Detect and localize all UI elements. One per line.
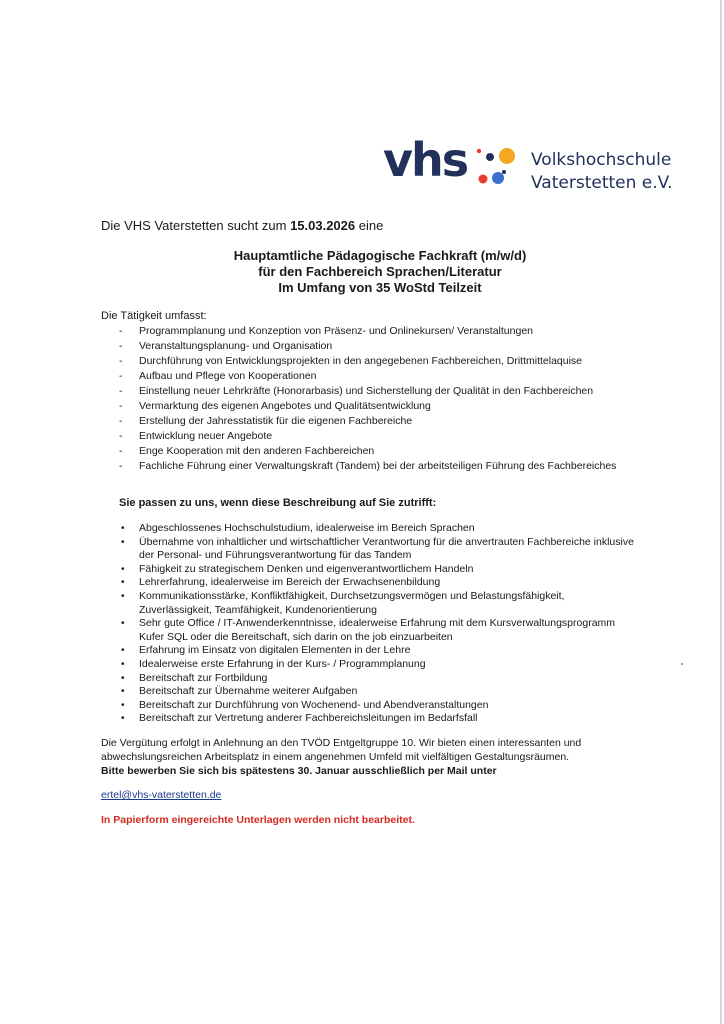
list-item-text: Durchführung von Entwicklungsprojekten in den angegebenen Fachbereichen, Drittmittelaquise — [139, 355, 583, 367]
list-item — [119, 444, 639, 459]
list-item-text: Lehrerfahrung, idealerweise im Bereich der Erwachsenenbildung — [139, 576, 441, 589]
headline-line: Hauptamtliche Pädagogische Fachkraft (m/w/d) — [233, 248, 527, 263]
list-item-text: Sehr gute Office / IT-Anwenderkenntnisse, idealerweise Erfahrung mit dem Kursverwaltungsprogramm Kufer SQL oder die Bereitschaft, sich darin on the job einzuarbeiten — [139, 617, 616, 643]
list-item — [119, 685, 639, 699]
logo-dots-icon — [383, 143, 523, 203]
list-item — [119, 576, 639, 590]
paper-warning: In Papierform eingereichte Unterlagen werden nicht bearbeitet. — [101, 814, 415, 826]
bullet-marker: • — [121, 563, 125, 575]
logo-dot-navy-large — [486, 153, 494, 161]
list-item-text: Abgeschlossenes Hochschulstudium, idealerweise im Bereich Sprachen — [139, 522, 475, 534]
logo-org-line2: Vaterstetten e.V. — [531, 173, 673, 193]
apply-instruction: Bitte bewerben Sie sich bis spätestens 30. Januar ausschließlich per Mail unter — [101, 765, 497, 777]
list-item — [119, 429, 639, 444]
logo-dot-blue — [492, 172, 504, 184]
headline-line: für den Fachbereich Sprachen/Literatur — [258, 264, 502, 279]
logo-org-line1: Volkshochschule — [531, 150, 672, 170]
list-item-text: Veranstaltungsplanung- und Organisation — [139, 340, 333, 352]
list-item-text: Aufbau und Pflege von Kooperationen — [139, 370, 317, 382]
application-email-link[interactable]: ertel@vhs-vaterstetten.de — [101, 789, 222, 801]
headline-line: Im Umfang von 35 WoStd Teilzeit — [278, 280, 482, 295]
list-item — [119, 712, 639, 726]
logo-wordmark: vhs — [383, 133, 468, 187]
tasks-label: Die Tätigkeit umfasst: — [101, 310, 207, 322]
list-item — [119, 563, 639, 577]
dash-marker: - — [119, 370, 123, 382]
list-item — [119, 536, 639, 563]
list-item-text: Programmplanung und Konzeption von Präsenz- und Onlinekursen/ Veranstaltungen — [139, 325, 534, 337]
list-item — [119, 590, 639, 617]
list-item — [119, 339, 639, 354]
list-item-text: Enge Kooperation mit den anderen Fachbereichen — [139, 445, 375, 457]
list-item-text: Bereitschaft zur Fortbildung — [139, 671, 268, 684]
list-item-text: Bereitschaft zur Vertretung anderer Fachbereichsleitungen im Bedarfsfall — [139, 712, 478, 725]
intro-line — [101, 218, 383, 233]
scan-speck — [681, 663, 683, 665]
dash-marker: - — [119, 400, 123, 412]
list-item — [119, 644, 639, 658]
bullet-marker: • — [121, 618, 125, 630]
logo-dot-red-medium — [479, 175, 488, 184]
dash-marker: - — [119, 460, 123, 472]
list-item — [119, 324, 639, 339]
list-item — [119, 699, 639, 713]
intro-suffix: eine — [355, 218, 384, 233]
list-item-text: Vermarktung des eigenen Angebotes und Qualitätsentwicklung — [139, 400, 431, 412]
dash-marker: - — [119, 385, 123, 397]
list-item — [119, 354, 639, 369]
list-item-text: Erstellung der Jahresstatistik für die eigenen Fachbereiche — [139, 415, 413, 427]
logo-dot-red-small — [477, 149, 481, 153]
list-item-text: Übernahme von inhaltlicher und wirtschaftlicher Verantwortung für die anvertrauten Fachbereiche inklusive der Personal- und Führungsverantwortung für das Tandem — [139, 535, 634, 562]
list-item — [119, 399, 639, 414]
bullet-marker: • — [121, 577, 125, 589]
list-item — [119, 384, 639, 399]
logo-dot-orange — [499, 148, 515, 164]
intro-prefix: Die VHS Vaterstetten sucht zum — [101, 218, 291, 233]
intro-date: 15.03.2026 — [290, 218, 356, 233]
list-item — [119, 617, 639, 644]
bullet-marker: • — [121, 590, 125, 602]
logo-dot-navy-small — [502, 170, 506, 174]
requirements-title: Sie passen zu uns, wenn diese Beschreibung auf Sie zutrifft: — [119, 497, 437, 509]
bullet-marker: • — [121, 645, 125, 657]
list-item-text: Idealerweise erste Erfahrung in der Kurs- / Programmplanung — [139, 657, 426, 670]
list-item — [119, 522, 639, 536]
dash-marker: - — [119, 430, 123, 442]
bullet-marker: • — [121, 699, 125, 711]
scan-edge — [720, 0, 722, 1024]
list-item — [119, 672, 639, 686]
dash-marker: - — [119, 355, 123, 367]
bullet-marker: • — [121, 686, 125, 698]
list-item-text: Erfahrung im Einsatz von digitalen Elementen in der Lehre — [139, 644, 411, 657]
list-item-text: Bereitschaft zur Übernahme weiterer Aufgaben — [139, 685, 358, 698]
list-item-text: Bereitschaft zur Durchführung von Wochenend- und Abendveranstaltungen — [139, 698, 489, 711]
bullet-marker: • — [121, 658, 125, 670]
dash-marker: - — [119, 325, 123, 337]
list-item — [119, 658, 639, 672]
pay-text: Die Vergütung erfolgt in Anlehnung an den TVÖD Entgeltgruppe 10. Wir bieten einen interessanten und abwechslungsreichen Arbeitsplatz in einem angenehmen Umfeld mit vielfältigen Gestaltungsräumen. — [101, 737, 582, 763]
list-item-text: Entwicklung neuer Angebote — [139, 430, 273, 442]
dash-marker: - — [119, 415, 123, 427]
list-item-text: Fähigkeit zu strategischem Denken und eigenverantwortlichem Handeln — [139, 562, 474, 575]
list-item-text: Einstellung neuer Lehrkräfte (Honorarbasis) und Sicherstellung der Qualität in den Fachbereichen — [139, 385, 594, 397]
vhs-logo — [383, 133, 673, 203]
closing-paragraph — [101, 736, 631, 778]
bullet-marker: • — [121, 713, 125, 725]
requirements-list — [119, 522, 639, 726]
list-item-text: Kommunikationsstärke, Konfliktfähigkeit, Durchsetzungsvermögen und Belastungsfähigkeit, Zuverlässigkeit, Teamfähigkeit, Kundenorientierung — [139, 589, 565, 616]
list-item — [119, 459, 639, 474]
dash-marker: - — [119, 340, 123, 352]
tasks-list — [119, 324, 639, 474]
list-item — [119, 369, 639, 384]
dash-marker: - — [119, 445, 123, 457]
job-headline — [100, 248, 660, 296]
bullet-marker: • — [121, 536, 125, 548]
bullet-marker: • — [121, 523, 125, 534]
list-item-text: Fachliche Führung einer Verwaltungskraft (Tandem) bei der arbeitsteiligen Führung des Fachbereiches — [139, 460, 617, 472]
list-item — [119, 414, 639, 429]
bullet-marker: • — [121, 672, 125, 684]
